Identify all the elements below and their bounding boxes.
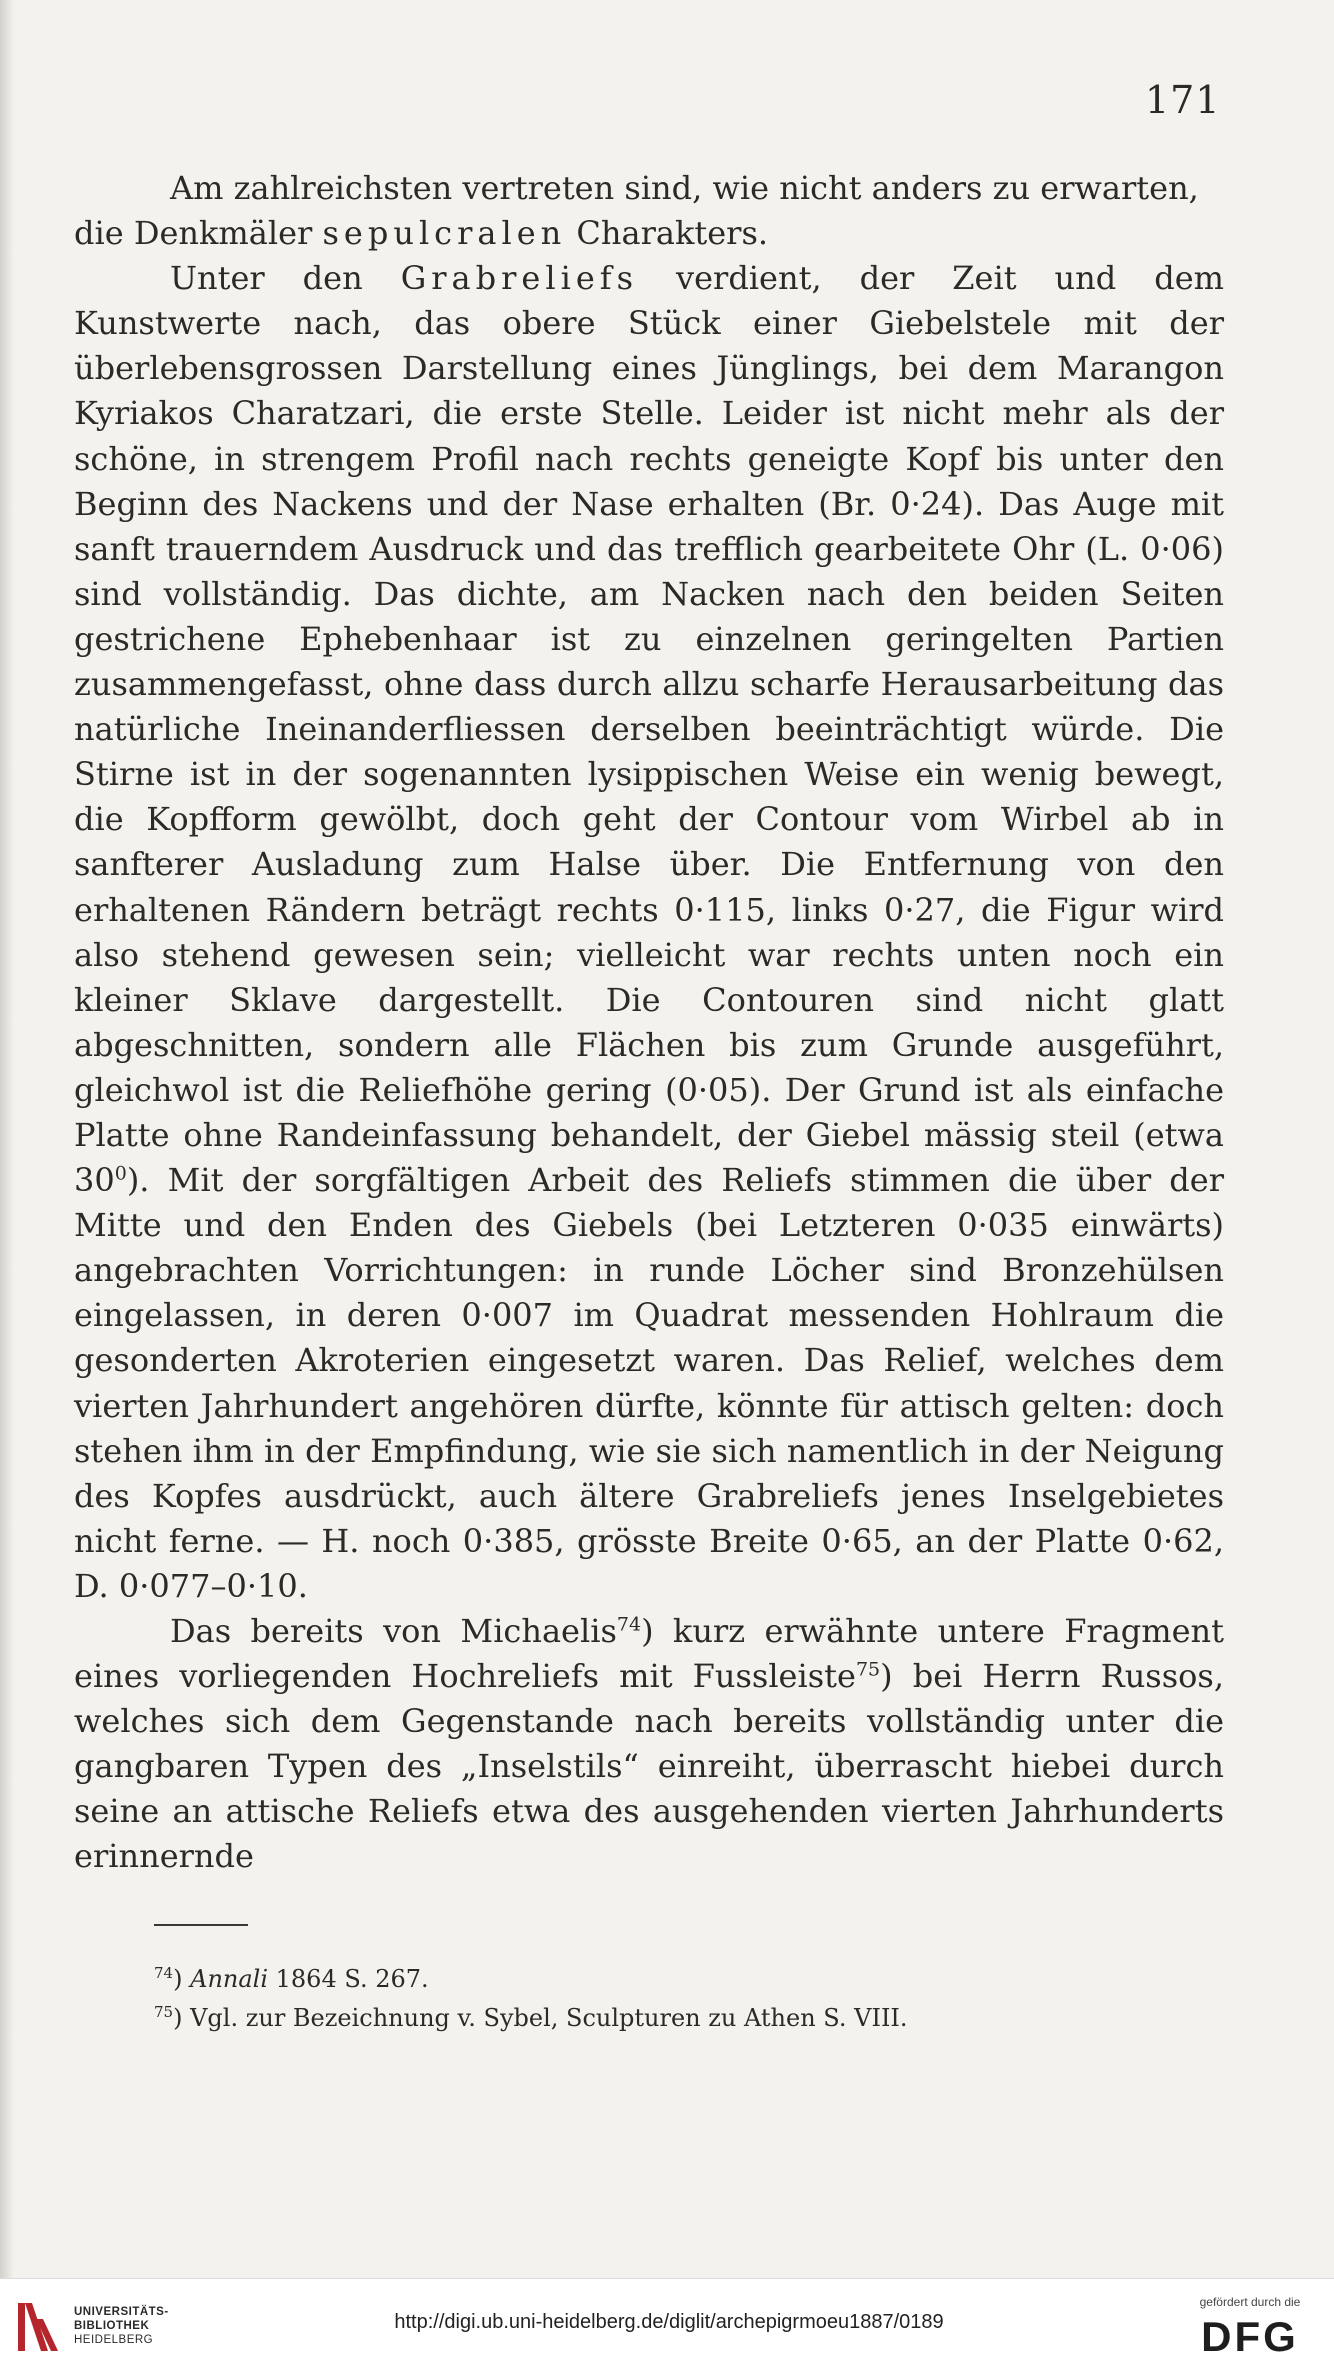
footnote-ref-75: 75: [855, 1658, 881, 1681]
emphasis-grabreliefs: Grabreliefs: [400, 259, 639, 298]
journal-title: Annali: [190, 1965, 269, 1993]
viewer-footer: [0, 2278, 1334, 2374]
paragraph-fragment: Das bereits von Michaelis$^{74}$) kurz erwähnte untere Fragment eines vorliegenden Hochreliefs mit Fussleiste$^{75}$) bei Herrn Russos, welches sich dem Gegenstande nach bereits vollständig unter die gangbaren Typen des „Inselstils“ einreiht, überrascht hiebei durch seine an attische Reliefs etwa des ausgehenden vierten Jahrhunderts erinnernde: [74, 1612, 1225, 1876]
paragraph-intro: Am zahlreichsten vertreten sind, wie nicht anders zu erwarten, die Denkmäler sepulcralen Charakters.: [74, 169, 1199, 253]
page-edge-shadow: [0, 0, 14, 2278]
footnote-rule: [154, 1924, 248, 1926]
paragraph-grabreliefs: Unter den Grabreliefs verdient, der Zeit und dem Kunstwerte nach, das obere Stück einer Giebelstele mit der überlebensgrossen Darstellung eines Jünglings, bei dem Marangon Kyriakos Charatzari, die erste Stelle. Leider ist nicht mehr als der schöne, in strengem Profil nach rechts geneigte Kopf bis unter den Beginn des Nackens und der Nase erhalten (Br. 0·24). Das Auge mit sanft trauerndem Ausdruck und das trefflich gearbeitete Ohr (L. 0·06) sind vollständig. Das dichte, am Nacken nach den beiden Seiten gestrichene Ephebenhaar ist zu einzelnen geringelten Partien zusammengefasst, ohne dass durch allzu scharfe Herausarbeitung das natürliche Ineinanderfliessen derselben beeinträchtigt würde. Die Stirne ist in der sogenannten lysippischen Weise ein wenig bewegt, die Kopfform gewölbt, doch geht der Contour vom Wirbel ab in sanfterer Ausladung zum Halse über. Die Entfernung von den erhaltenen Rändern beträgt rechts 0·115, links 0·27, die Figur wird also stehend gewesen sein; vielleicht war rechts unten noch ein kleiner Sklave dargestellt. Die Contouren sind nicht glatt abgeschnitten, sondern alle Flächen bis zum Grunde ausgeführt, gleichwol ist die Reliefhöhe gering (0·05). Der Grund ist als einfache Platte ohne Randeinfassung behandelt, der Giebel mässig steil (etwa $30^0$). Mit der sorgfältigen Arbeit des Reliefs stimmen die über der Mitte und den Enden des Giebels (bei Letzteren 0·035 einwärts) angebrachten Vorrichtungen: in runde Löcher sind Bronzehülsen eingelassen, in deren 0·007 im Quadrat messenden Hohlraum die gesonderten Akroterien eingesetzt waren. Das Relief, welches dem vierten Jahrhundert angehören dürfte, könnte für attisch gelten: doch stehen ihm in der Empfindung, wie sie sich namentlich in der Neigung des Kopfes ausdrückt, auch ältere Grabreliefs jenes Inselgebietes nicht ferne. — H. noch 0·385, grösste Breite 0·65, an der Platte 0·62, D. 0·077–0·10.: [74, 259, 1225, 1605]
footnote-ref-74: 74: [616, 1613, 642, 1636]
body-text: [74, 166, 1224, 1880]
page-number: 171: [1145, 78, 1221, 122]
library-name[interactable]: UNIVERSITÄTS- BIBLIOTHEK HEIDELBERG: [74, 2306, 169, 2346]
emphasis-sepulcralen: sepulcralen: [322, 214, 567, 253]
dfg-logo: DFG: [1201, 2313, 1299, 2360]
degree-sign: 0: [114, 1162, 127, 1185]
university-library-logo-icon[interactable]: [14, 2301, 66, 2353]
funding-label: gefördert durch die: [1199, 2295, 1301, 2309]
footnote-75: $^{75}$) Vgl. zur Bezeichnung v. Sybel, Sculpturen zu Athen S. VIII.: [154, 2003, 908, 2032]
funding-credit[interactable]: [1180, 2295, 1320, 2361]
footnote-74: $^{74}$) Annali 1864 S. 267.: [154, 1964, 429, 1993]
permalink-url[interactable]: http://digi.ub.uni-heidelberg.de/diglit/archepigrmoeu1887/0189: [394, 2311, 944, 2333]
footnotes: [154, 1960, 1224, 2038]
